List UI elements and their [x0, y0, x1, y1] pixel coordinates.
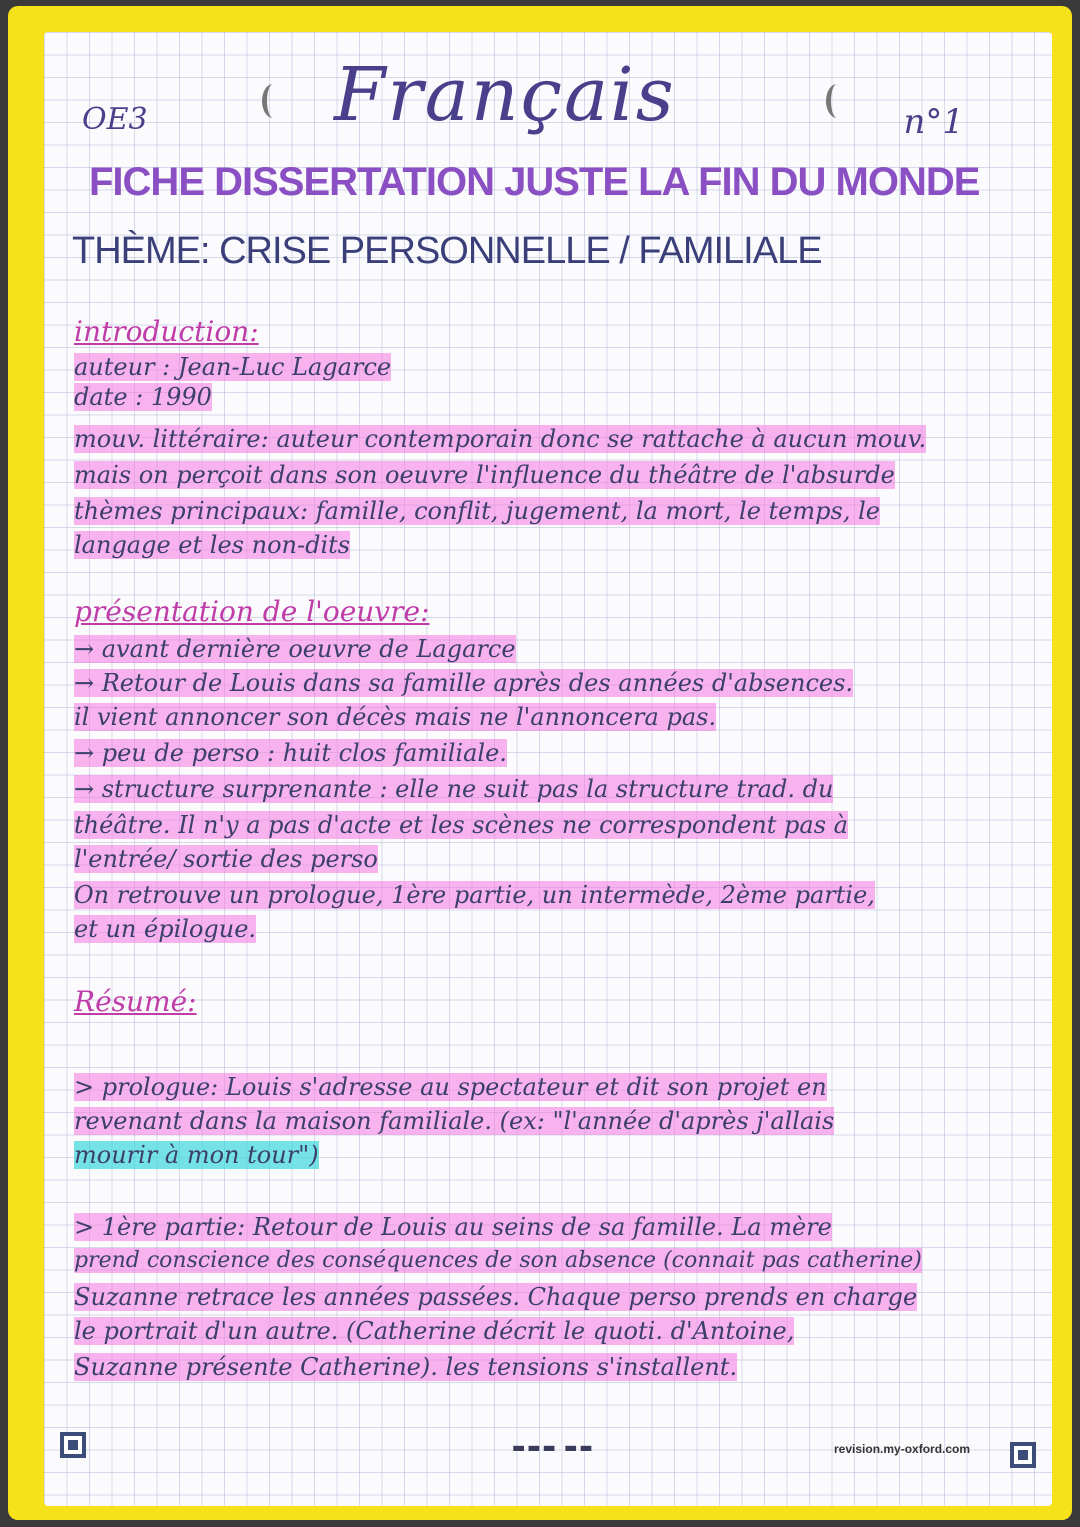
presentation-line: → structure surprenante : elle ne suit pas la structure trad. du: [74, 775, 834, 803]
punch-hole-icon: [262, 84, 284, 118]
punch-hole-icon: [826, 84, 848, 118]
intro-line: mais on perçoit dans son oeuvre l'influence du théâtre de l'absurde: [74, 461, 895, 489]
presentation-heading: présentation de l'oeuvre:: [74, 595, 430, 628]
intro-line: langage et les non-dits: [74, 531, 351, 559]
prologue-line: mourir à mon tour"): [74, 1141, 319, 1169]
presentation-line: → avant dernière oeuvre de Lagarce: [74, 635, 516, 663]
partie1-line: le portrait d'un autre. (Catherine décrit le quoti. d'Antoine,: [74, 1317, 795, 1345]
oe-label: OE3: [82, 102, 148, 137]
intro-line: auteur : Jean-Luc Lagarce: [74, 353, 392, 381]
intro-line: thèmes principaux: famille, conflit, jugement, la mort, le temps, le: [74, 497, 880, 525]
prologue-line: revenant dans la maison familiale. (ex: "l'année d'après j'allais: [74, 1107, 835, 1135]
corner-marker-icon: [1010, 1442, 1036, 1468]
prologue-line: > prologue: Louis s'adresse au spectateur et dit son projet en: [74, 1073, 827, 1101]
page-title: Français: [334, 52, 676, 138]
sheet-number: n°1: [903, 102, 964, 142]
grid-paper: [44, 32, 1052, 1506]
presentation-line: théâtre. Il n'y a pas d'acte et les scènes ne correspondent pas à: [74, 811, 848, 839]
footer-url: revision.my-oxford.com: [834, 1442, 971, 1456]
partie1-line: prend conscience des conséquences de son absence (connait pas catherine): [74, 1248, 922, 1273]
intro-heading: introduction:: [74, 315, 259, 348]
binder-frame: [8, 6, 1072, 1520]
resume-heading: Résumé:: [74, 985, 197, 1018]
presentation-line: et un épilogue.: [74, 915, 257, 943]
partie1-line: Suzanne présente Catherine). les tensions s'installent.: [74, 1353, 738, 1381]
presentation-line: → Retour de Louis dans sa famille après des années d'absences.: [74, 669, 854, 697]
presentation-line: il vient annoncer son décès mais ne l'annoncera pas.: [74, 703, 717, 731]
oxford-marks-icon: ▬▬▬ ▬▬: [512, 1440, 595, 1456]
partie1-line: > 1ère partie: Retour de Louis au seins de sa famille. La mère: [74, 1213, 832, 1241]
presentation-line: → peu de perso : huit clos familiale.: [74, 739, 507, 767]
theme-heading: THÈME: CRISE PERSONNELLE / FAMILIALE: [72, 230, 822, 272]
presentation-line: On retrouve un prologue, 1ère partie, un intermède, 2ème partie,: [74, 881, 875, 909]
partie1-line: Suzanne retrace les années passées. Chaque perso prends en charge: [74, 1283, 918, 1311]
intro-line: mouv. littéraire: auteur contemporain donc se rattache à aucun mouv.: [74, 425, 927, 453]
corner-marker-icon: [60, 1432, 86, 1458]
sheet-heading: FICHE DISSERTATION JUSTE LA FIN DU MONDE: [89, 160, 980, 204]
intro-line: date : 1990: [74, 383, 212, 411]
presentation-line: l'entrée/ sortie des perso: [74, 845, 378, 873]
